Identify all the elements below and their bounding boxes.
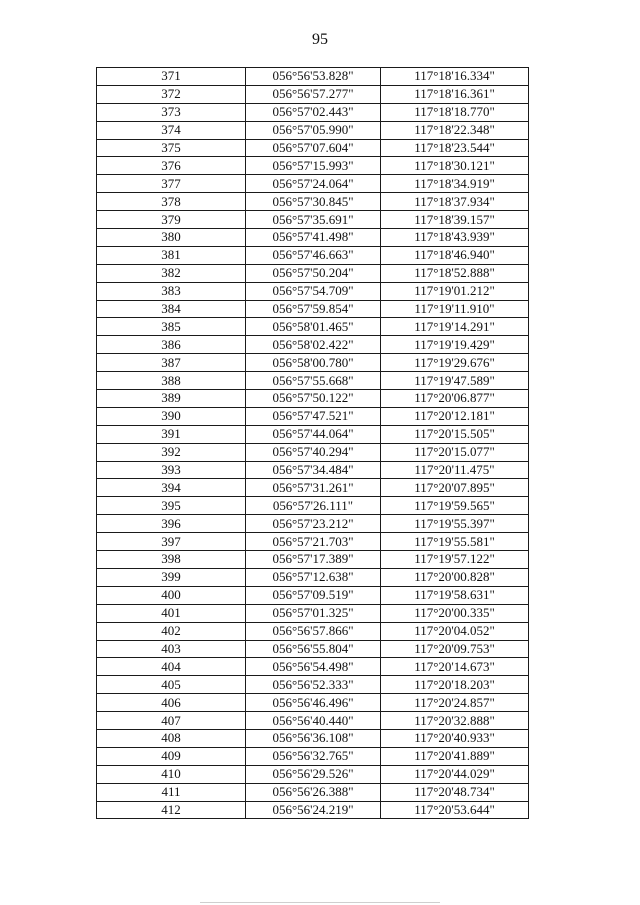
longitude-cell: 117°20'44.029" bbox=[381, 765, 529, 783]
latitude-cell: 056°56'57.866" bbox=[246, 622, 381, 640]
table-row bbox=[97, 193, 529, 211]
table-row bbox=[97, 801, 529, 819]
longitude-cell: 117°19'57.122" bbox=[381, 551, 529, 569]
table-row bbox=[97, 318, 529, 336]
table-row bbox=[97, 336, 529, 354]
point-number-cell: 392 bbox=[97, 443, 246, 461]
table-row bbox=[97, 229, 529, 247]
point-number-cell: 380 bbox=[97, 229, 246, 247]
table-row bbox=[97, 533, 529, 551]
latitude-cell: 056°57'23.212" bbox=[246, 515, 381, 533]
table-row bbox=[97, 85, 529, 103]
table-row bbox=[97, 372, 529, 390]
table-row bbox=[97, 497, 529, 515]
point-number-cell: 377 bbox=[97, 175, 246, 193]
point-number-cell: 402 bbox=[97, 622, 246, 640]
point-number-cell: 401 bbox=[97, 604, 246, 622]
latitude-cell: 056°58'01.465" bbox=[246, 318, 381, 336]
latitude-cell: 056°58'02.422" bbox=[246, 336, 381, 354]
latitude-cell: 056°57'47.521" bbox=[246, 407, 381, 425]
longitude-cell: 117°20'11.475" bbox=[381, 461, 529, 479]
longitude-cell: 117°20'15.505" bbox=[381, 425, 529, 443]
point-number-cell: 406 bbox=[97, 694, 246, 712]
table-row bbox=[97, 68, 529, 86]
point-number-cell: 372 bbox=[97, 85, 246, 103]
point-number-cell: 404 bbox=[97, 658, 246, 676]
longitude-cell: 117°18'22.348" bbox=[381, 121, 529, 139]
latitude-cell: 056°57'55.668" bbox=[246, 372, 381, 390]
longitude-cell: 117°20'00.828" bbox=[381, 568, 529, 586]
longitude-cell: 117°19'11.910" bbox=[381, 300, 529, 318]
latitude-cell: 056°57'50.204" bbox=[246, 264, 381, 282]
longitude-cell: 117°20'41.889" bbox=[381, 747, 529, 765]
point-number-cell: 398 bbox=[97, 551, 246, 569]
point-number-cell: 384 bbox=[97, 300, 246, 318]
point-number-cell: 405 bbox=[97, 676, 246, 694]
longitude-cell: 117°18'46.940" bbox=[381, 246, 529, 264]
latitude-cell: 056°56'52.333" bbox=[246, 676, 381, 694]
longitude-cell: 117°19'59.565" bbox=[381, 497, 529, 515]
latitude-cell: 056°57'12.638" bbox=[246, 568, 381, 586]
latitude-cell: 056°57'09.519" bbox=[246, 586, 381, 604]
point-number-cell: 409 bbox=[97, 747, 246, 765]
longitude-cell: 117°18'30.121" bbox=[381, 157, 529, 175]
longitude-cell: 117°20'48.734" bbox=[381, 783, 529, 801]
latitude-cell: 056°56'40.440" bbox=[246, 712, 381, 730]
longitude-cell: 117°19'55.581" bbox=[381, 533, 529, 551]
longitude-cell: 117°19'47.589" bbox=[381, 372, 529, 390]
table-row bbox=[97, 246, 529, 264]
longitude-cell: 117°19'14.291" bbox=[381, 318, 529, 336]
table-row bbox=[97, 676, 529, 694]
longitude-cell: 117°19'01.212" bbox=[381, 282, 529, 300]
point-number-cell: 379 bbox=[97, 211, 246, 229]
table-row bbox=[97, 390, 529, 408]
longitude-cell: 117°20'04.052" bbox=[381, 622, 529, 640]
point-number-cell: 407 bbox=[97, 712, 246, 730]
table-row bbox=[97, 407, 529, 425]
table-row bbox=[97, 783, 529, 801]
point-number-cell: 386 bbox=[97, 336, 246, 354]
latitude-cell: 056°57'01.325" bbox=[246, 604, 381, 622]
point-number-cell: 394 bbox=[97, 479, 246, 497]
latitude-cell: 056°56'29.526" bbox=[246, 765, 381, 783]
point-number-cell: 375 bbox=[97, 139, 246, 157]
table-row bbox=[97, 694, 529, 712]
longitude-cell: 117°20'24.857" bbox=[381, 694, 529, 712]
longitude-cell: 117°18'37.934" bbox=[381, 193, 529, 211]
longitude-cell: 117°20'32.888" bbox=[381, 712, 529, 730]
point-number-cell: 374 bbox=[97, 121, 246, 139]
longitude-cell: 117°20'06.877" bbox=[381, 390, 529, 408]
longitude-cell: 117°20'07.895" bbox=[381, 479, 529, 497]
table-row bbox=[97, 425, 529, 443]
latitude-cell: 056°57'26.111" bbox=[246, 497, 381, 515]
longitude-cell: 117°20'18.203" bbox=[381, 676, 529, 694]
table-row bbox=[97, 139, 529, 157]
latitude-cell: 056°56'54.498" bbox=[246, 658, 381, 676]
table-row bbox=[97, 121, 529, 139]
latitude-cell: 056°57'05.990" bbox=[246, 121, 381, 139]
table-row bbox=[97, 175, 529, 193]
table-row bbox=[97, 729, 529, 747]
point-number-cell: 411 bbox=[97, 783, 246, 801]
table-row bbox=[97, 300, 529, 318]
latitude-cell: 056°57'15.993" bbox=[246, 157, 381, 175]
point-number-cell: 373 bbox=[97, 103, 246, 121]
table-row bbox=[97, 157, 529, 175]
table-row bbox=[97, 568, 529, 586]
point-number-cell: 382 bbox=[97, 264, 246, 282]
point-number-cell: 376 bbox=[97, 157, 246, 175]
latitude-cell: 056°57'21.703" bbox=[246, 533, 381, 551]
point-number-cell: 393 bbox=[97, 461, 246, 479]
longitude-cell: 117°18'16.334" bbox=[381, 68, 529, 86]
table-row bbox=[97, 712, 529, 730]
point-number-cell: 403 bbox=[97, 640, 246, 658]
table-row bbox=[97, 461, 529, 479]
page-number: 95 bbox=[312, 31, 328, 48]
longitude-cell: 117°20'12.181" bbox=[381, 407, 529, 425]
point-number-cell: 410 bbox=[97, 765, 246, 783]
latitude-cell: 056°57'30.845" bbox=[246, 193, 381, 211]
point-number-cell: 385 bbox=[97, 318, 246, 336]
latitude-cell: 056°57'31.261" bbox=[246, 479, 381, 497]
coordinates-table bbox=[96, 67, 529, 819]
table-row bbox=[97, 747, 529, 765]
point-number-cell: 391 bbox=[97, 425, 246, 443]
table-row bbox=[97, 551, 529, 569]
longitude-cell: 117°20'09.753" bbox=[381, 640, 529, 658]
latitude-cell: 056°57'46.663" bbox=[246, 246, 381, 264]
longitude-cell: 117°18'52.888" bbox=[381, 264, 529, 282]
point-number-cell: 378 bbox=[97, 193, 246, 211]
longitude-cell: 117°19'58.631" bbox=[381, 586, 529, 604]
table-row bbox=[97, 765, 529, 783]
latitude-cell: 056°56'53.828" bbox=[246, 68, 381, 86]
latitude-cell: 056°56'36.108" bbox=[246, 729, 381, 747]
latitude-cell: 056°57'44.064" bbox=[246, 425, 381, 443]
point-number-cell: 381 bbox=[97, 246, 246, 264]
latitude-cell: 056°57'34.484" bbox=[246, 461, 381, 479]
longitude-cell: 117°20'00.335" bbox=[381, 604, 529, 622]
point-number-cell: 388 bbox=[97, 372, 246, 390]
latitude-cell: 056°57'59.854" bbox=[246, 300, 381, 318]
table-row bbox=[97, 264, 529, 282]
latitude-cell: 056°57'50.122" bbox=[246, 390, 381, 408]
latitude-cell: 056°56'55.804" bbox=[246, 640, 381, 658]
point-number-cell: 408 bbox=[97, 729, 246, 747]
latitude-cell: 056°56'26.388" bbox=[246, 783, 381, 801]
latitude-cell: 056°58'00.780" bbox=[246, 354, 381, 372]
point-number-cell: 387 bbox=[97, 354, 246, 372]
point-number-cell: 400 bbox=[97, 586, 246, 604]
point-number-cell: 395 bbox=[97, 497, 246, 515]
latitude-cell: 056°57'17.389" bbox=[246, 551, 381, 569]
longitude-cell: 117°19'29.676" bbox=[381, 354, 529, 372]
scan-artifact-line bbox=[200, 902, 440, 903]
table-row bbox=[97, 622, 529, 640]
longitude-cell: 117°20'14.673" bbox=[381, 658, 529, 676]
point-number-cell: 399 bbox=[97, 568, 246, 586]
latitude-cell: 056°57'02.443" bbox=[246, 103, 381, 121]
point-number-cell: 390 bbox=[97, 407, 246, 425]
longitude-cell: 117°18'18.770" bbox=[381, 103, 529, 121]
longitude-cell: 117°18'43.939" bbox=[381, 229, 529, 247]
latitude-cell: 056°57'35.691" bbox=[246, 211, 381, 229]
table-row bbox=[97, 443, 529, 461]
longitude-cell: 117°18'16.361" bbox=[381, 85, 529, 103]
point-number-cell: 412 bbox=[97, 801, 246, 819]
table-row bbox=[97, 354, 529, 372]
longitude-cell: 117°20'15.077" bbox=[381, 443, 529, 461]
latitude-cell: 056°56'57.277" bbox=[246, 85, 381, 103]
longitude-cell: 117°18'34.919" bbox=[381, 175, 529, 193]
table-row bbox=[97, 658, 529, 676]
longitude-cell: 117°19'19.429" bbox=[381, 336, 529, 354]
table-row bbox=[97, 211, 529, 229]
point-number-cell: 389 bbox=[97, 390, 246, 408]
table-row bbox=[97, 586, 529, 604]
longitude-cell: 117°18'39.157" bbox=[381, 211, 529, 229]
latitude-cell: 056°56'46.496" bbox=[246, 694, 381, 712]
longitude-cell: 117°18'23.544" bbox=[381, 139, 529, 157]
table-row bbox=[97, 604, 529, 622]
coordinates-table-body bbox=[97, 68, 529, 819]
latitude-cell: 056°57'07.604" bbox=[246, 139, 381, 157]
point-number-cell: 397 bbox=[97, 533, 246, 551]
table-row bbox=[97, 479, 529, 497]
table-row bbox=[97, 282, 529, 300]
longitude-cell: 117°20'40.933" bbox=[381, 729, 529, 747]
latitude-cell: 056°56'32.765" bbox=[246, 747, 381, 765]
latitude-cell: 056°57'40.294" bbox=[246, 443, 381, 461]
longitude-cell: 117°19'55.397" bbox=[381, 515, 529, 533]
point-number-cell: 371 bbox=[97, 68, 246, 86]
latitude-cell: 056°57'24.064" bbox=[246, 175, 381, 193]
table-row bbox=[97, 103, 529, 121]
latitude-cell: 056°57'54.709" bbox=[246, 282, 381, 300]
longitude-cell: 117°20'53.644" bbox=[381, 801, 529, 819]
latitude-cell: 056°56'24.219" bbox=[246, 801, 381, 819]
table-row bbox=[97, 515, 529, 533]
point-number-cell: 396 bbox=[97, 515, 246, 533]
table-row bbox=[97, 640, 529, 658]
point-number-cell: 383 bbox=[97, 282, 246, 300]
latitude-cell: 056°57'41.498" bbox=[246, 229, 381, 247]
